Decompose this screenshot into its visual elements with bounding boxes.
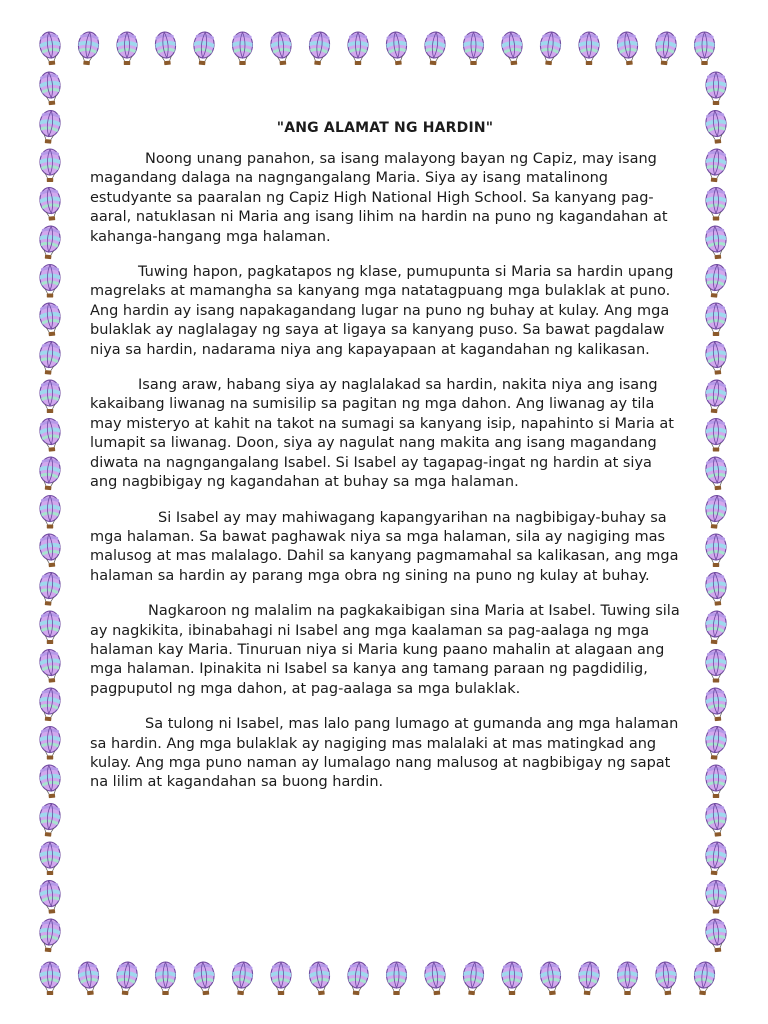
hot-air-balloon-icon bbox=[706, 303, 726, 336]
hot-air-balloon-icon bbox=[577, 961, 600, 996]
hot-air-balloon-icon bbox=[464, 32, 484, 65]
hot-air-balloon-icon bbox=[423, 31, 446, 66]
paragraph-3: Isang araw, habang siya ay naglalakad sa hardin, nakita niya ang isang kakaibang liwanag na sumisilip sa pagitan ng mga dahon. Ang liwanag ay tila may misteryo at kahit na takot na sumagi sa kanyang isip, napahinto si Maria at lumapit sa liwanag. Doon, siya ay nagulat nang makita ang isang magandang diwata na nagngangalang Isabel. Si Isabel ay tagapag-ingat ng hardin at siya ang nagbibigay ng kagandahan at buhay sa mga halaman. bbox=[90, 377, 674, 491]
hot-air-balloon-icon bbox=[40, 611, 60, 644]
hot-air-balloon-icon bbox=[39, 418, 62, 453]
hot-air-balloon-icon bbox=[40, 842, 60, 875]
hot-air-balloon-icon bbox=[230, 961, 253, 996]
hot-air-balloon-icon bbox=[38, 803, 61, 838]
hot-air-balloon-icon bbox=[40, 727, 60, 760]
hot-air-balloon-icon bbox=[39, 302, 62, 337]
hot-air-balloon-icon bbox=[705, 456, 728, 491]
hot-air-balloon-icon bbox=[39, 533, 62, 568]
hot-air-balloon-icon bbox=[501, 31, 524, 66]
hot-air-balloon-icon bbox=[618, 962, 638, 995]
hot-air-balloon-icon bbox=[705, 341, 728, 376]
hot-air-balloon-icon bbox=[704, 148, 727, 183]
hot-air-balloon-icon bbox=[38, 225, 61, 260]
hot-air-balloon-icon bbox=[387, 962, 407, 995]
hot-air-balloon-icon bbox=[706, 650, 726, 683]
hot-air-balloon-icon bbox=[117, 32, 137, 65]
hot-air-balloon-icon bbox=[695, 32, 715, 65]
hot-air-balloon-icon bbox=[39, 764, 62, 799]
hot-air-balloon-icon bbox=[39, 71, 62, 106]
hot-air-balloon-icon bbox=[579, 32, 599, 65]
hot-air-balloon-icon bbox=[308, 961, 331, 996]
hot-air-balloon-icon bbox=[40, 265, 60, 298]
hot-air-balloon-icon bbox=[40, 149, 60, 182]
hot-air-balloon-icon bbox=[346, 961, 369, 996]
hot-air-balloon-icon bbox=[706, 188, 726, 221]
hot-air-balloon-icon bbox=[40, 380, 60, 413]
hot-air-balloon-icon bbox=[616, 31, 639, 66]
hot-air-balloon-icon bbox=[385, 31, 408, 66]
story-title: "ANG ALAMAT NG HARDIN" bbox=[276, 120, 494, 136]
hot-air-balloon-icon bbox=[706, 765, 726, 798]
hot-air-balloon-icon bbox=[40, 496, 60, 529]
hot-air-balloon-icon bbox=[40, 962, 60, 995]
hot-air-balloon-icon bbox=[692, 961, 715, 996]
hot-air-balloon-icon bbox=[39, 187, 62, 222]
hot-air-balloon-icon bbox=[38, 572, 61, 607]
hot-air-balloon-icon bbox=[115, 961, 138, 996]
hot-air-balloon-icon bbox=[704, 726, 727, 761]
hot-air-balloon-icon bbox=[705, 572, 728, 607]
hot-air-balloon-icon bbox=[77, 961, 100, 996]
hot-air-balloon-icon bbox=[502, 962, 522, 995]
hot-air-balloon-icon bbox=[39, 31, 62, 66]
hot-air-balloon-icon bbox=[38, 918, 61, 953]
hot-air-balloon-icon bbox=[307, 31, 330, 66]
hot-air-balloon-icon bbox=[38, 110, 61, 145]
hot-air-balloon-icon bbox=[705, 803, 728, 838]
hot-air-balloon-icon bbox=[705, 918, 728, 953]
hot-air-balloon-icon bbox=[704, 379, 727, 414]
hot-air-balloon-icon bbox=[705, 110, 728, 145]
hot-air-balloon-icon bbox=[192, 31, 215, 66]
hot-air-balloon-icon bbox=[154, 31, 177, 66]
hot-air-balloon-icon bbox=[654, 31, 677, 66]
hot-air-balloon-icon bbox=[39, 649, 62, 684]
hot-air-balloon-icon bbox=[704, 610, 727, 645]
paragraph-5: Nagkaroon ng malalim na pagkakaibigan sina Maria at Isabel. Tuwing sila ay nagkikita, ibinabahagi ni Isabel ang mga kaalaman sa pag-aalaga ng mga halaman kay Maria. Tinuruan niya si Maria kung paano mahalin at alagaan ang mga halaman. Ipinakita ni Isabel sa kanya ang tamang paraan ng pagdidilig, pagpuputol ng mga dahon, at pag-aalaga sa mga bulaklak. bbox=[90, 603, 680, 697]
paragraph-2: Tuwing hapon, pagkatapos ng klase, pumupunta si Maria sa hardin upang magrelaks at mamangha sa kanyang mga natatagpuang mga bulaklak at puno. Ang hardin ay isang napakagandang lugar na puno ng buhay at kulay. Ang mga bulaklak ay naglalagay ng saya at ligaya sa kanyang puso. Sa bawat pagdalaw niya sa hardin, nadarama niya ang kapayapaan at kagandahan ng kalikasan. bbox=[90, 264, 674, 358]
hot-air-balloon-icon bbox=[706, 881, 726, 914]
hot-air-balloon-icon bbox=[38, 687, 61, 722]
hot-air-balloon-icon bbox=[539, 961, 562, 996]
hot-air-balloon-icon bbox=[271, 962, 291, 995]
hot-air-balloon-icon bbox=[424, 961, 447, 996]
paragraph-4: Si Isabel ay may mahiwagang kapangyarihan na nagbibigay-buhay sa mga halaman. Sa bawat paghawak niya sa mga halaman, sila ay nagiging mas malusog at mas malalago. Dahil sa kanyang pagmamahal sa kalikasan, ang mga halaman sa hardin ay parang mga obra ng sining na puno ng kulay at buhay. bbox=[90, 509, 679, 584]
paragraph-1: Noong unang panahon, sa isang malayong bayan ng Capiz, may isang magandang dalaga na nagngangalang Maria. Siya ay isang matalinong estudyante sa paaralan ng Capiz High National High School. Sa kanyang pag-aaral, natuklasan ni Maria ang isang lihim na hardin na puno ng kagandahan at kahanga-hangang mga halaman. bbox=[90, 151, 668, 245]
hot-air-balloon-icon bbox=[156, 962, 176, 995]
hot-air-balloon-icon bbox=[233, 32, 253, 65]
hot-air-balloon-icon bbox=[704, 495, 727, 530]
hot-air-balloon-icon bbox=[39, 880, 62, 915]
hot-air-balloon-icon bbox=[706, 534, 726, 567]
hot-air-balloon-icon bbox=[193, 961, 216, 996]
hot-air-balloon-icon bbox=[706, 419, 726, 452]
hot-air-balloon-icon bbox=[270, 31, 293, 66]
hot-air-balloon-icon bbox=[461, 961, 484, 996]
hot-air-balloon-icon bbox=[538, 31, 561, 66]
story-document bbox=[90, 120, 680, 809]
paragraph-6: Sa tulong ni Isabel, mas lalo pang lumago at gumanda ang mga halaman sa hardin. Ang mga bulaklak ay nagiging mas malalaki at mas matingkad ang kulay. Ang mga puno naman ay lumalago nang malusog at nagbibigay ng sapat na lilim at kagandahan sa buong hardin. bbox=[90, 716, 679, 791]
hot-air-balloon-icon bbox=[706, 72, 726, 105]
hot-air-balloon-icon bbox=[76, 31, 99, 66]
hot-air-balloon-icon bbox=[348, 32, 368, 65]
hot-air-balloon-icon bbox=[38, 341, 61, 376]
hot-air-balloon-icon bbox=[704, 264, 727, 299]
hot-air-balloon-icon bbox=[705, 225, 728, 260]
hot-air-balloon-icon bbox=[704, 841, 727, 876]
hot-air-balloon-icon bbox=[705, 687, 728, 722]
hot-air-balloon-icon bbox=[38, 456, 61, 491]
hot-air-balloon-icon bbox=[655, 961, 678, 996]
